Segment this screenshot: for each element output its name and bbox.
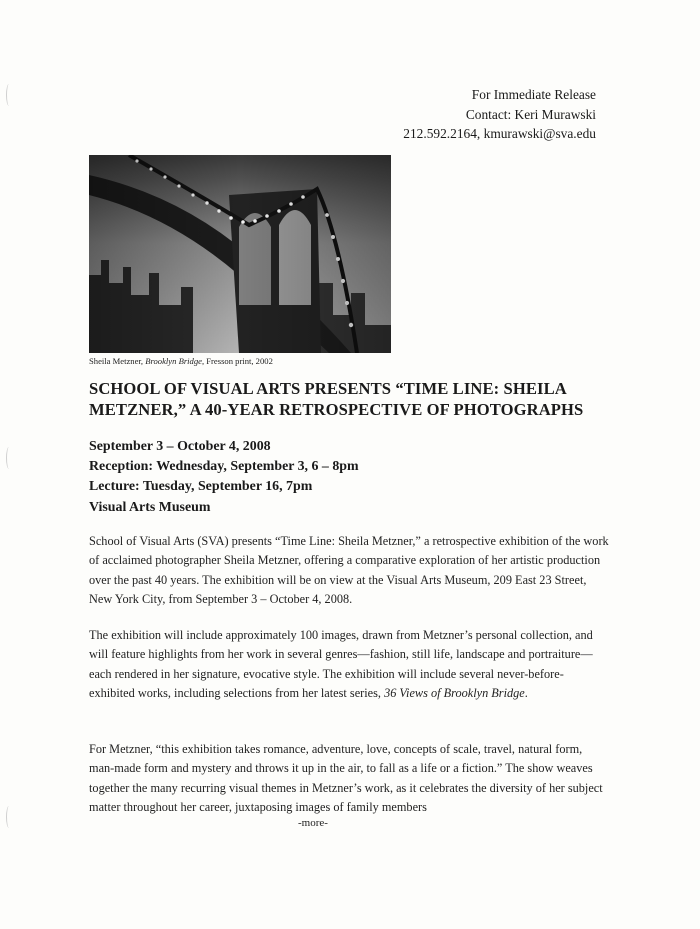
- paragraph-1: School of Visual Arts (SVA) presents “Time Line: Sheila Metzner,” a retrospective exhibition of the work of acclaimed photographer Sheila Metzner, offering a comparative exploration of her artistic production over the past 40 years. The exhibition will be on view at the Visual Arts Museum, 209 East 23 Street, New York City, from September 3 – October 4, 2008.: [89, 534, 609, 606]
- caption-artist: Sheila Metzner,: [89, 356, 144, 366]
- press-release-headline: SCHOOL OF VISUAL ARTS PRESENTS “TIME LINE: SHEILA METZNER,” A 40-YEAR RETROSPECTIVE OF PHOTOGRAPHS: [89, 379, 584, 419]
- event-details: [89, 437, 359, 518]
- paragraph-3: For Metzner, “this exhibition takes romance, adventure, love, concepts of scale, travel, natural form, man-made form and mystery and throws it up in the air, to fall as a life or a fiction.” The show weaves together the many recurring visual themes in Metzner’s work, as it celebrates the diversity of her subject matter throughout her career, juxtaposing images of family members: [89, 742, 603, 814]
- paragraph-2-end: .: [524, 685, 528, 700]
- event-dates: September 3 – October 4, 2008: [89, 439, 271, 454]
- event-venue: Visual Arts Museum: [89, 499, 211, 515]
- contact-phone-email: 212.592.2164, kmurawski@sva.edu: [403, 126, 596, 141]
- bridge-image: [89, 155, 391, 353]
- paragraph-2: [89, 626, 609, 703]
- punch-hole-mark: [6, 806, 12, 828]
- paragraph-2-text: The exhibition will include approximately 100 images, drawn from Metzner’s personal collection, and will feature highlights from her work in several genres—fashion, still life, landscape and portraiture—each rendered in her signature, evocative style. The exhibition will include several never-before-exhibited works, including selections from her latest series,: [89, 628, 593, 700]
- release-line: For Immediate Release: [471, 87, 596, 102]
- contact-name: Contact: Keri Murawski: [465, 106, 596, 122]
- caption-details: , Fresson print, 2002: [201, 356, 273, 366]
- punch-hole-mark: [6, 447, 12, 469]
- photo-caption: [89, 356, 273, 366]
- brooklyn-bridge-photo: [89, 155, 391, 353]
- event-lecture: Lecture: Tuesday, September 16, 7pm: [89, 479, 313, 495]
- series-title: 36 Views of Brooklyn Bridge: [384, 685, 525, 700]
- caption-title: Brooklyn Bridge: [145, 356, 202, 366]
- more-indicator: -more-: [298, 817, 328, 829]
- punch-hole-mark: [6, 84, 12, 106]
- event-reception: Reception: Wednesday, September 3, 6 – 8pm: [89, 459, 359, 475]
- contact-block: [403, 85, 596, 144]
